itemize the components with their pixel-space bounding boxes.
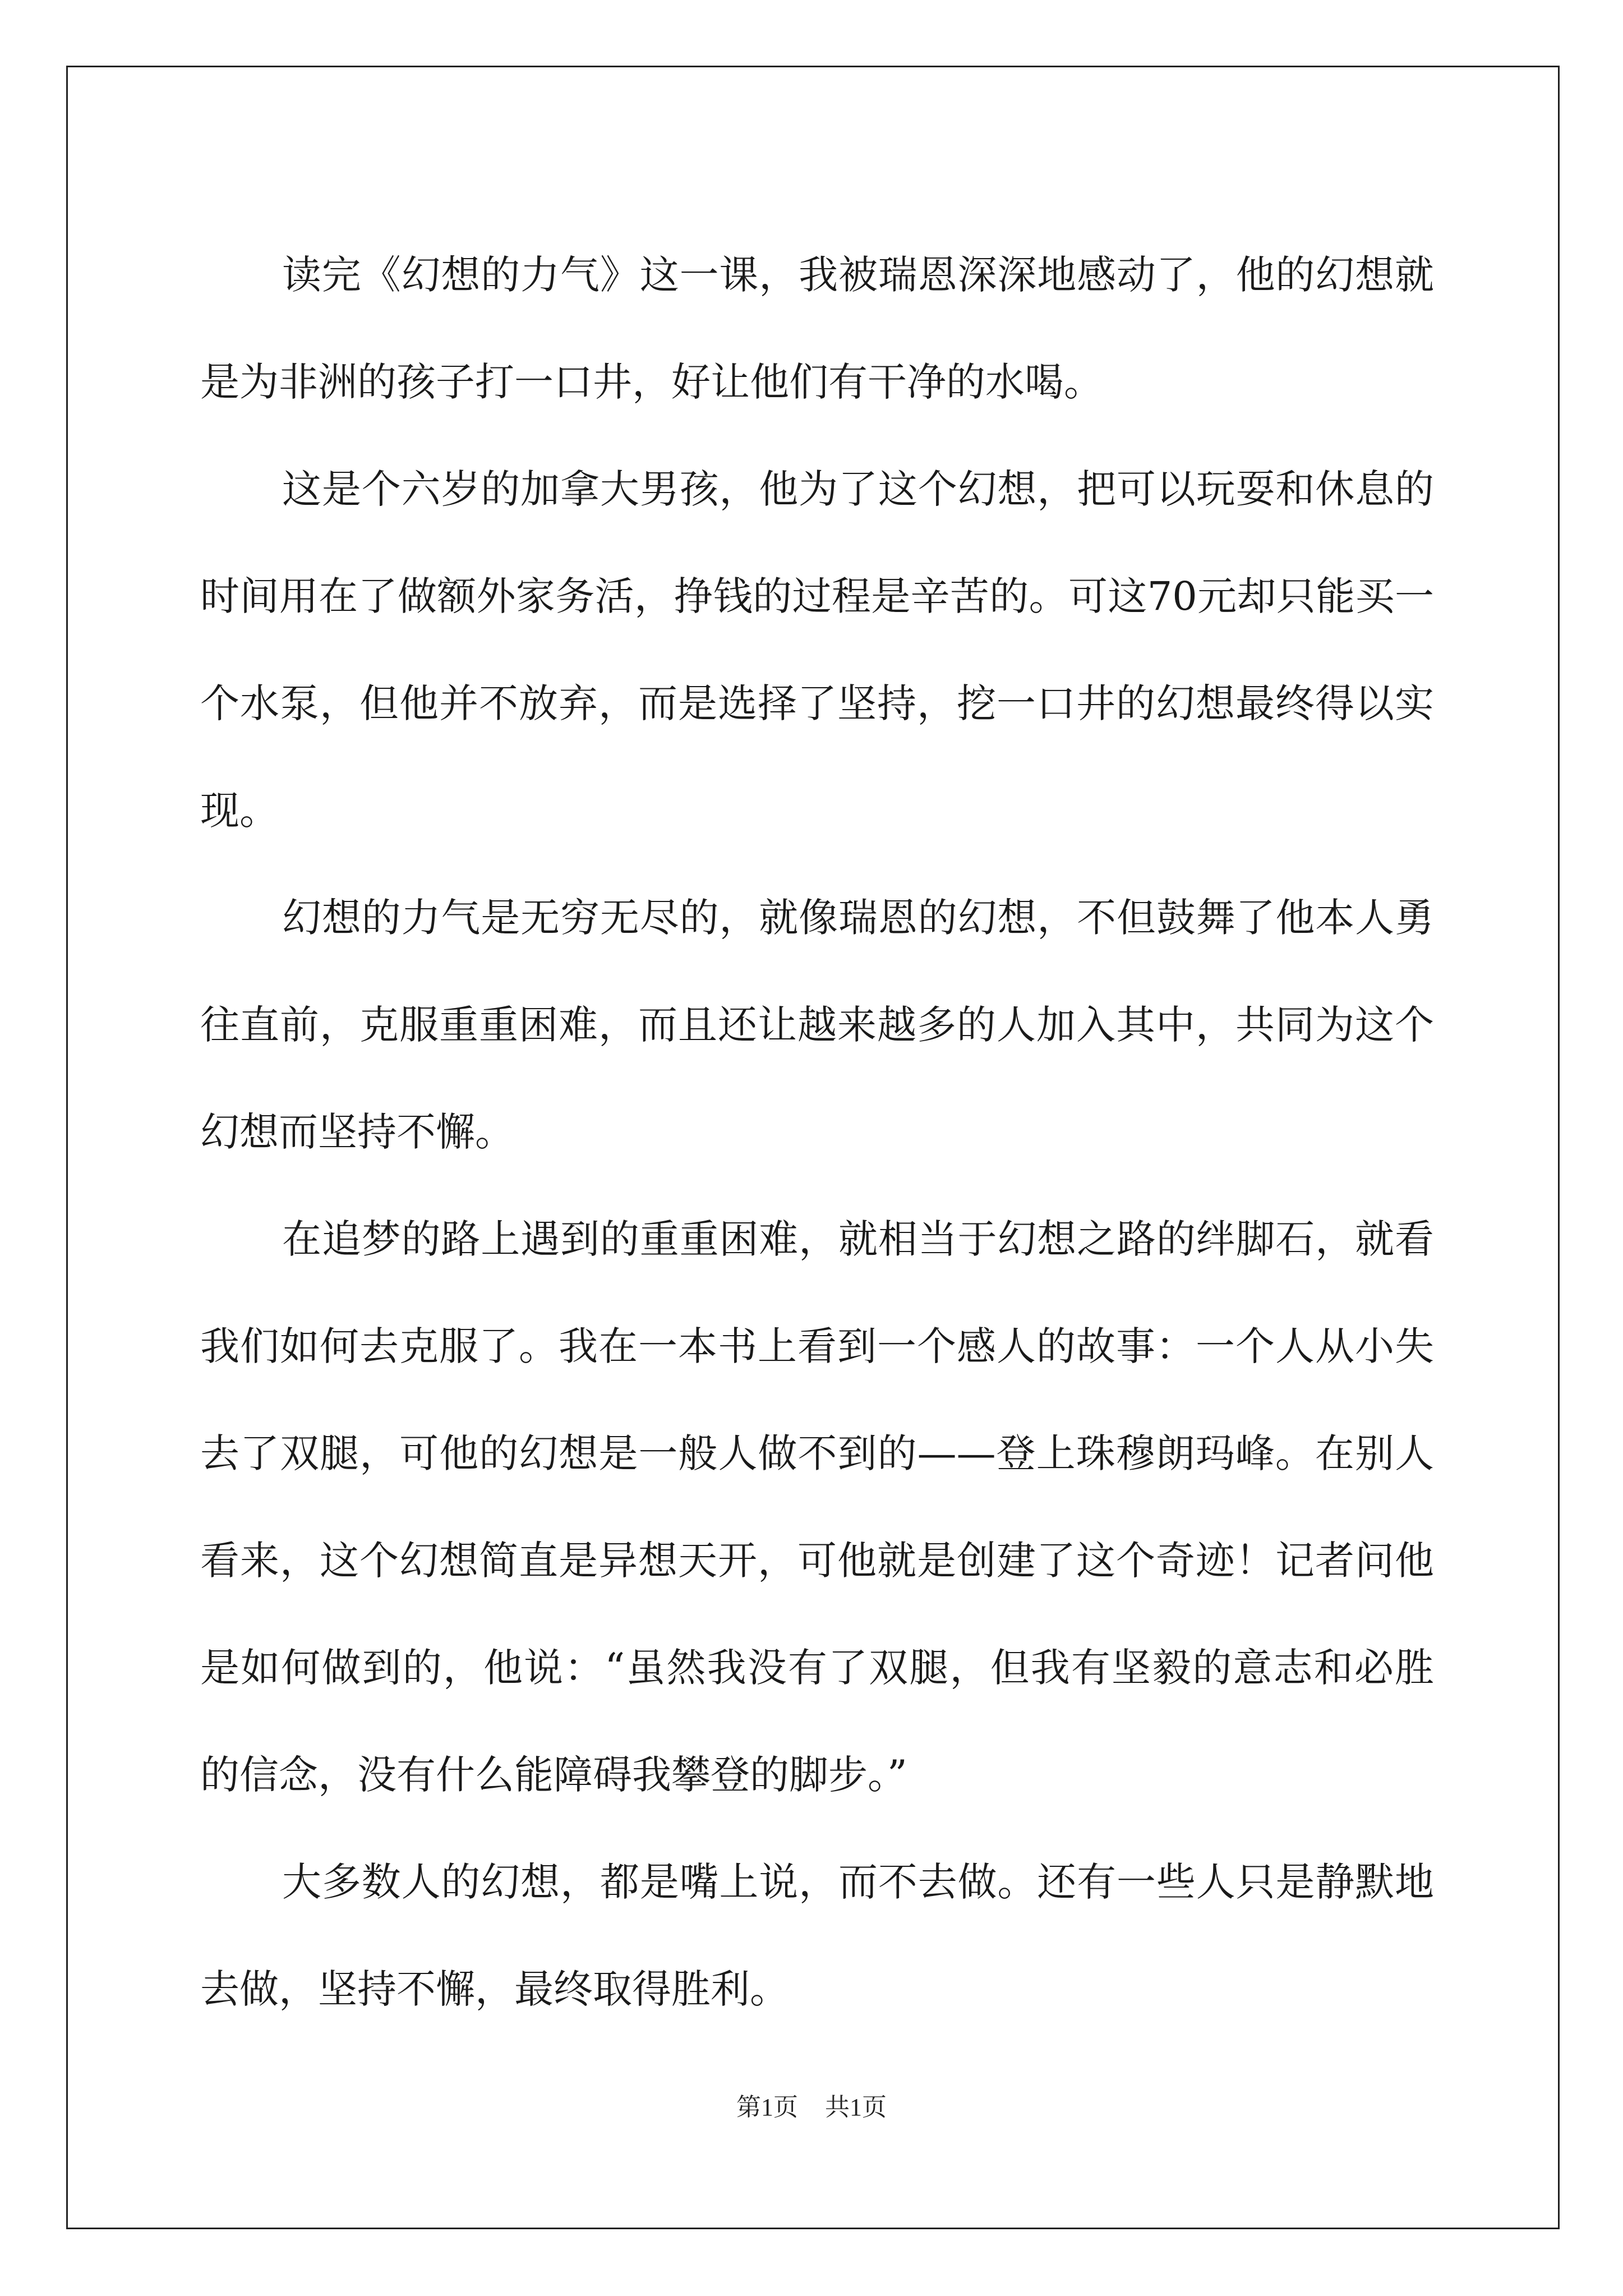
document-body (200, 222, 1434, 2043)
page-number-current: 第1页 (736, 2093, 798, 2121)
paragraph-2: 这是个六岁的加拿大男孩，他为了这个幻想，把可以玩耍和休息的时间用在了做额外家务活，挣钱的过程是辛苦的。可这70元却只能买一个水泵，但他并不放弃，而是选择了坚持，挖一口井的幻想最终得以实现。 (200, 466, 1434, 834)
paragraph-4: 在追梦的路上遇到的重重困难，就相当于幻想之路的绊脚石，就看我们如何去克服了。我在一本书上看到一个感人的故事：一个人从小失去了双腿，可他的幻想是一般人做不到的——登上珠穆朗玛峰。在别人看来，这个幻想简直是异想天开，可他就是创建了这个奇迹！记者问他是如何做到的，他说：“虽然我没有了双腿，但我有坚毅的意志和必胜的信念，没有什么能障碍我攀登的脚步。” (200, 1216, 1434, 1798)
paragraph-3: 幻想的力气是无穷无尽的，就像瑞恩的幻想，不但鼓舞了他本人勇往直前，克服重重困难，而且还让越来越多的人加入其中，共同为这个幻想而坚持不懈。 (200, 895, 1434, 1155)
page-footer (0, 2087, 1623, 2123)
page-number-total: 共1页 (825, 2093, 887, 2121)
paragraph-5: 大多数人的幻想，都是嘴上说，而不去做。还有一些人只是静默地去做，坚持不懈，最终取得胜利。 (200, 1859, 1434, 2012)
paragraph-1: 读完《幻想的力气》这一课，我被瑞恩深深地感动了，他的幻想就是为非洲的孩子打一口井，好让他们有干净的水喝。 (200, 252, 1434, 405)
